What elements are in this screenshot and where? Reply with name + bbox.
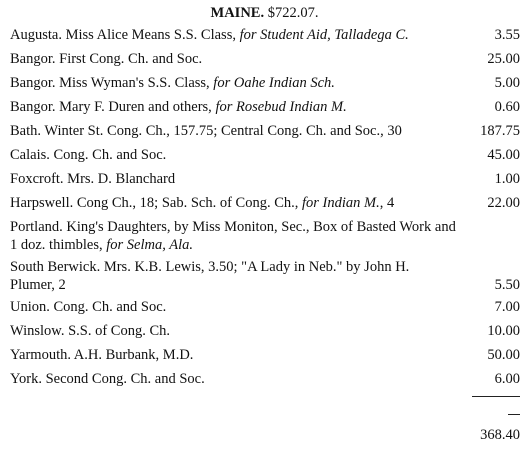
entry-description: Bangor. First Cong. Ch. and Soc.	[10, 51, 203, 67]
short-rule	[508, 414, 520, 415]
entry-description: Bangor. Miss Wyman's S.S. Class, for Oahe Indian Sch.	[10, 75, 335, 91]
list-item	[10, 170, 520, 188]
list-item	[10, 98, 520, 116]
entry-amount: 7.00	[494, 299, 520, 315]
list-item	[10, 74, 520, 92]
list-item	[10, 322, 520, 340]
entry-amount: 25.00	[487, 51, 520, 67]
subtotal-rule	[472, 396, 520, 397]
list-item	[10, 218, 520, 254]
entry-amount: 3.55	[494, 27, 520, 43]
state-total: $722.07.	[267, 5, 319, 21]
entry-amount: 45.00	[487, 147, 520, 163]
list-item	[10, 346, 520, 364]
grand-total: 368.40	[480, 427, 520, 443]
entry-amount: 10.00	[487, 323, 520, 339]
entry-amount: 6.00	[494, 371, 520, 387]
list-item	[10, 50, 520, 68]
entry-amount: 0.60	[494, 99, 520, 115]
entry-description: Foxcroft. Mrs. D. Blanchard	[10, 171, 176, 187]
entry-description: Union. Cong. Ch. and Soc.	[10, 299, 167, 315]
entry-description: Bath. Winter St. Cong. Ch., 157.75; Central Cong. Ch. and Soc., 30	[10, 123, 402, 139]
list-item	[10, 26, 520, 44]
list-item	[10, 146, 520, 164]
entry-description: Portland. King's Daughters, by Miss Moniton, Sec., Box of Basted Work and 1 doz. thimbles, for Selma, Ala.	[10, 219, 456, 253]
list-item	[10, 370, 520, 388]
entry-amount: 5.00	[494, 75, 520, 91]
entry-amount: 1.00	[494, 171, 520, 187]
list-item	[10, 258, 520, 294]
list-item	[10, 298, 520, 316]
entry-amount: 22.00	[487, 195, 520, 211]
entry-description: Harpswell. Cong Ch., 18; Sab. Sch. of Cong. Ch., for Indian M., 4	[10, 195, 395, 211]
entry-description: Bangor. Mary F. Duren and others, for Rosebud Indian M.	[10, 99, 347, 115]
entry-description: Yarmouth. A.H. Burbank, M.D.	[10, 347, 194, 363]
entry-description: South Berwick. Mrs. K.B. Lewis, 3.50; "A Lady in Neb." by John H. Plumer, 2	[10, 259, 410, 293]
contribution-list	[10, 26, 520, 394]
entry-amount: 50.00	[487, 347, 520, 363]
entry-description: Winslow. S.S. of Cong. Ch.	[10, 323, 171, 339]
entry-amount: 5.50	[494, 277, 520, 293]
state-name: MAINE.	[210, 5, 265, 21]
entry-description: Calais. Cong. Ch. and Soc.	[10, 147, 167, 163]
list-item	[10, 122, 520, 140]
entry-description: York. Second Cong. Ch. and Soc.	[10, 371, 205, 387]
entry-amount: 187.75	[480, 123, 520, 139]
entry-description: Augusta. Miss Alice Means S.S. Class, for Student Aid, Talladega C.	[10, 27, 409, 43]
section-heading	[0, 5, 529, 22]
list-item	[10, 194, 520, 212]
